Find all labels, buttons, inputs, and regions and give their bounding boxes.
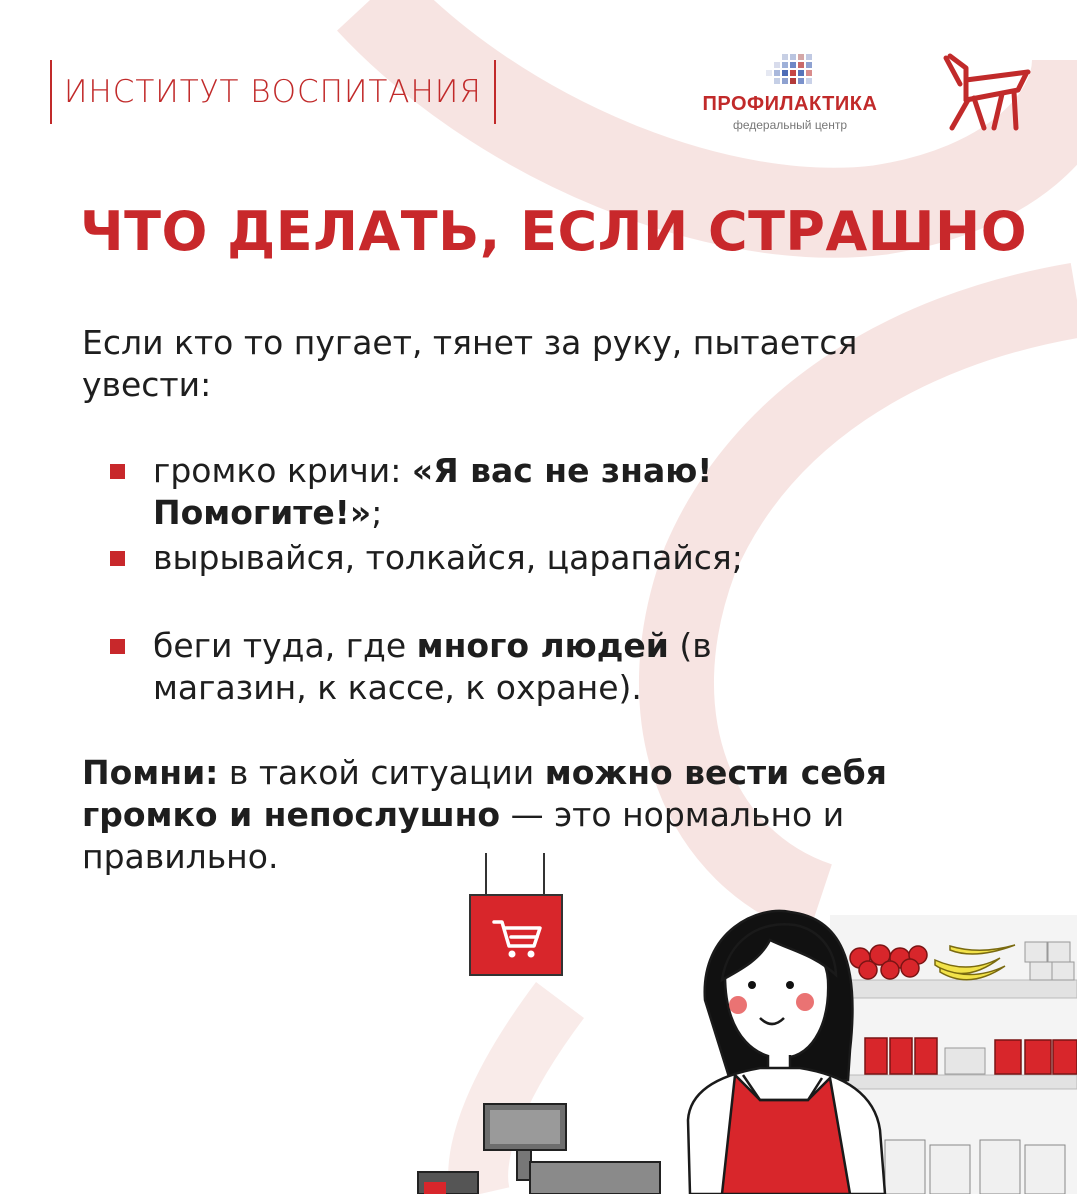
institute-name: ИНСТИТУТ ВОСПИТАНИЯ bbox=[64, 74, 482, 110]
institute-header bbox=[50, 60, 496, 124]
bullet-text: вырывайся, толкайся, царапайся; bbox=[153, 538, 743, 577]
page-title: ЧТО ДЕЛАТЬ, ЕСЛИ СТРАШНО bbox=[80, 200, 1028, 263]
remember-text: в такой ситуации bbox=[218, 753, 545, 792]
bullet-square-icon bbox=[110, 551, 125, 566]
remember-label: Помни: bbox=[82, 753, 219, 792]
bullet-square-icon bbox=[110, 639, 125, 654]
intro-text: Если кто то пугает, тянет за руку, пытается увести: bbox=[82, 323, 858, 404]
remember-bold-text: можно вести себя громко и непослушно bbox=[82, 753, 887, 834]
list-item bbox=[110, 537, 913, 579]
divider-right bbox=[494, 60, 496, 124]
logo-subtitle: федеральный центр bbox=[732, 118, 848, 132]
bullet-after-text: (в магазин, к кассе, к охране). bbox=[153, 626, 712, 707]
remember-text-end: — это нормально и правильно. bbox=[82, 795, 845, 876]
list-item bbox=[110, 625, 873, 709]
bullet-after-text: ; bbox=[371, 493, 383, 532]
horse-logo-icon bbox=[938, 50, 1038, 135]
bullet-square-icon bbox=[110, 464, 125, 479]
bullet-text: громко кричи: bbox=[153, 451, 412, 490]
list-item bbox=[110, 450, 913, 534]
shopping-cart-icon bbox=[470, 853, 562, 975]
bullet-bold-text: много людей bbox=[416, 626, 669, 665]
logo-title: ПРОФИЛАКТИКА bbox=[702, 93, 878, 115]
store-illustration bbox=[410, 850, 1077, 1194]
bullet-text: беги туда, где bbox=[153, 626, 417, 665]
bullet-bold-text: «Я вас не знаю! Помогите!» bbox=[153, 451, 713, 532]
profilaktika-logo bbox=[690, 52, 890, 137]
cash-register bbox=[418, 1104, 660, 1194]
pixel-mosaic-icon bbox=[690, 52, 890, 92]
